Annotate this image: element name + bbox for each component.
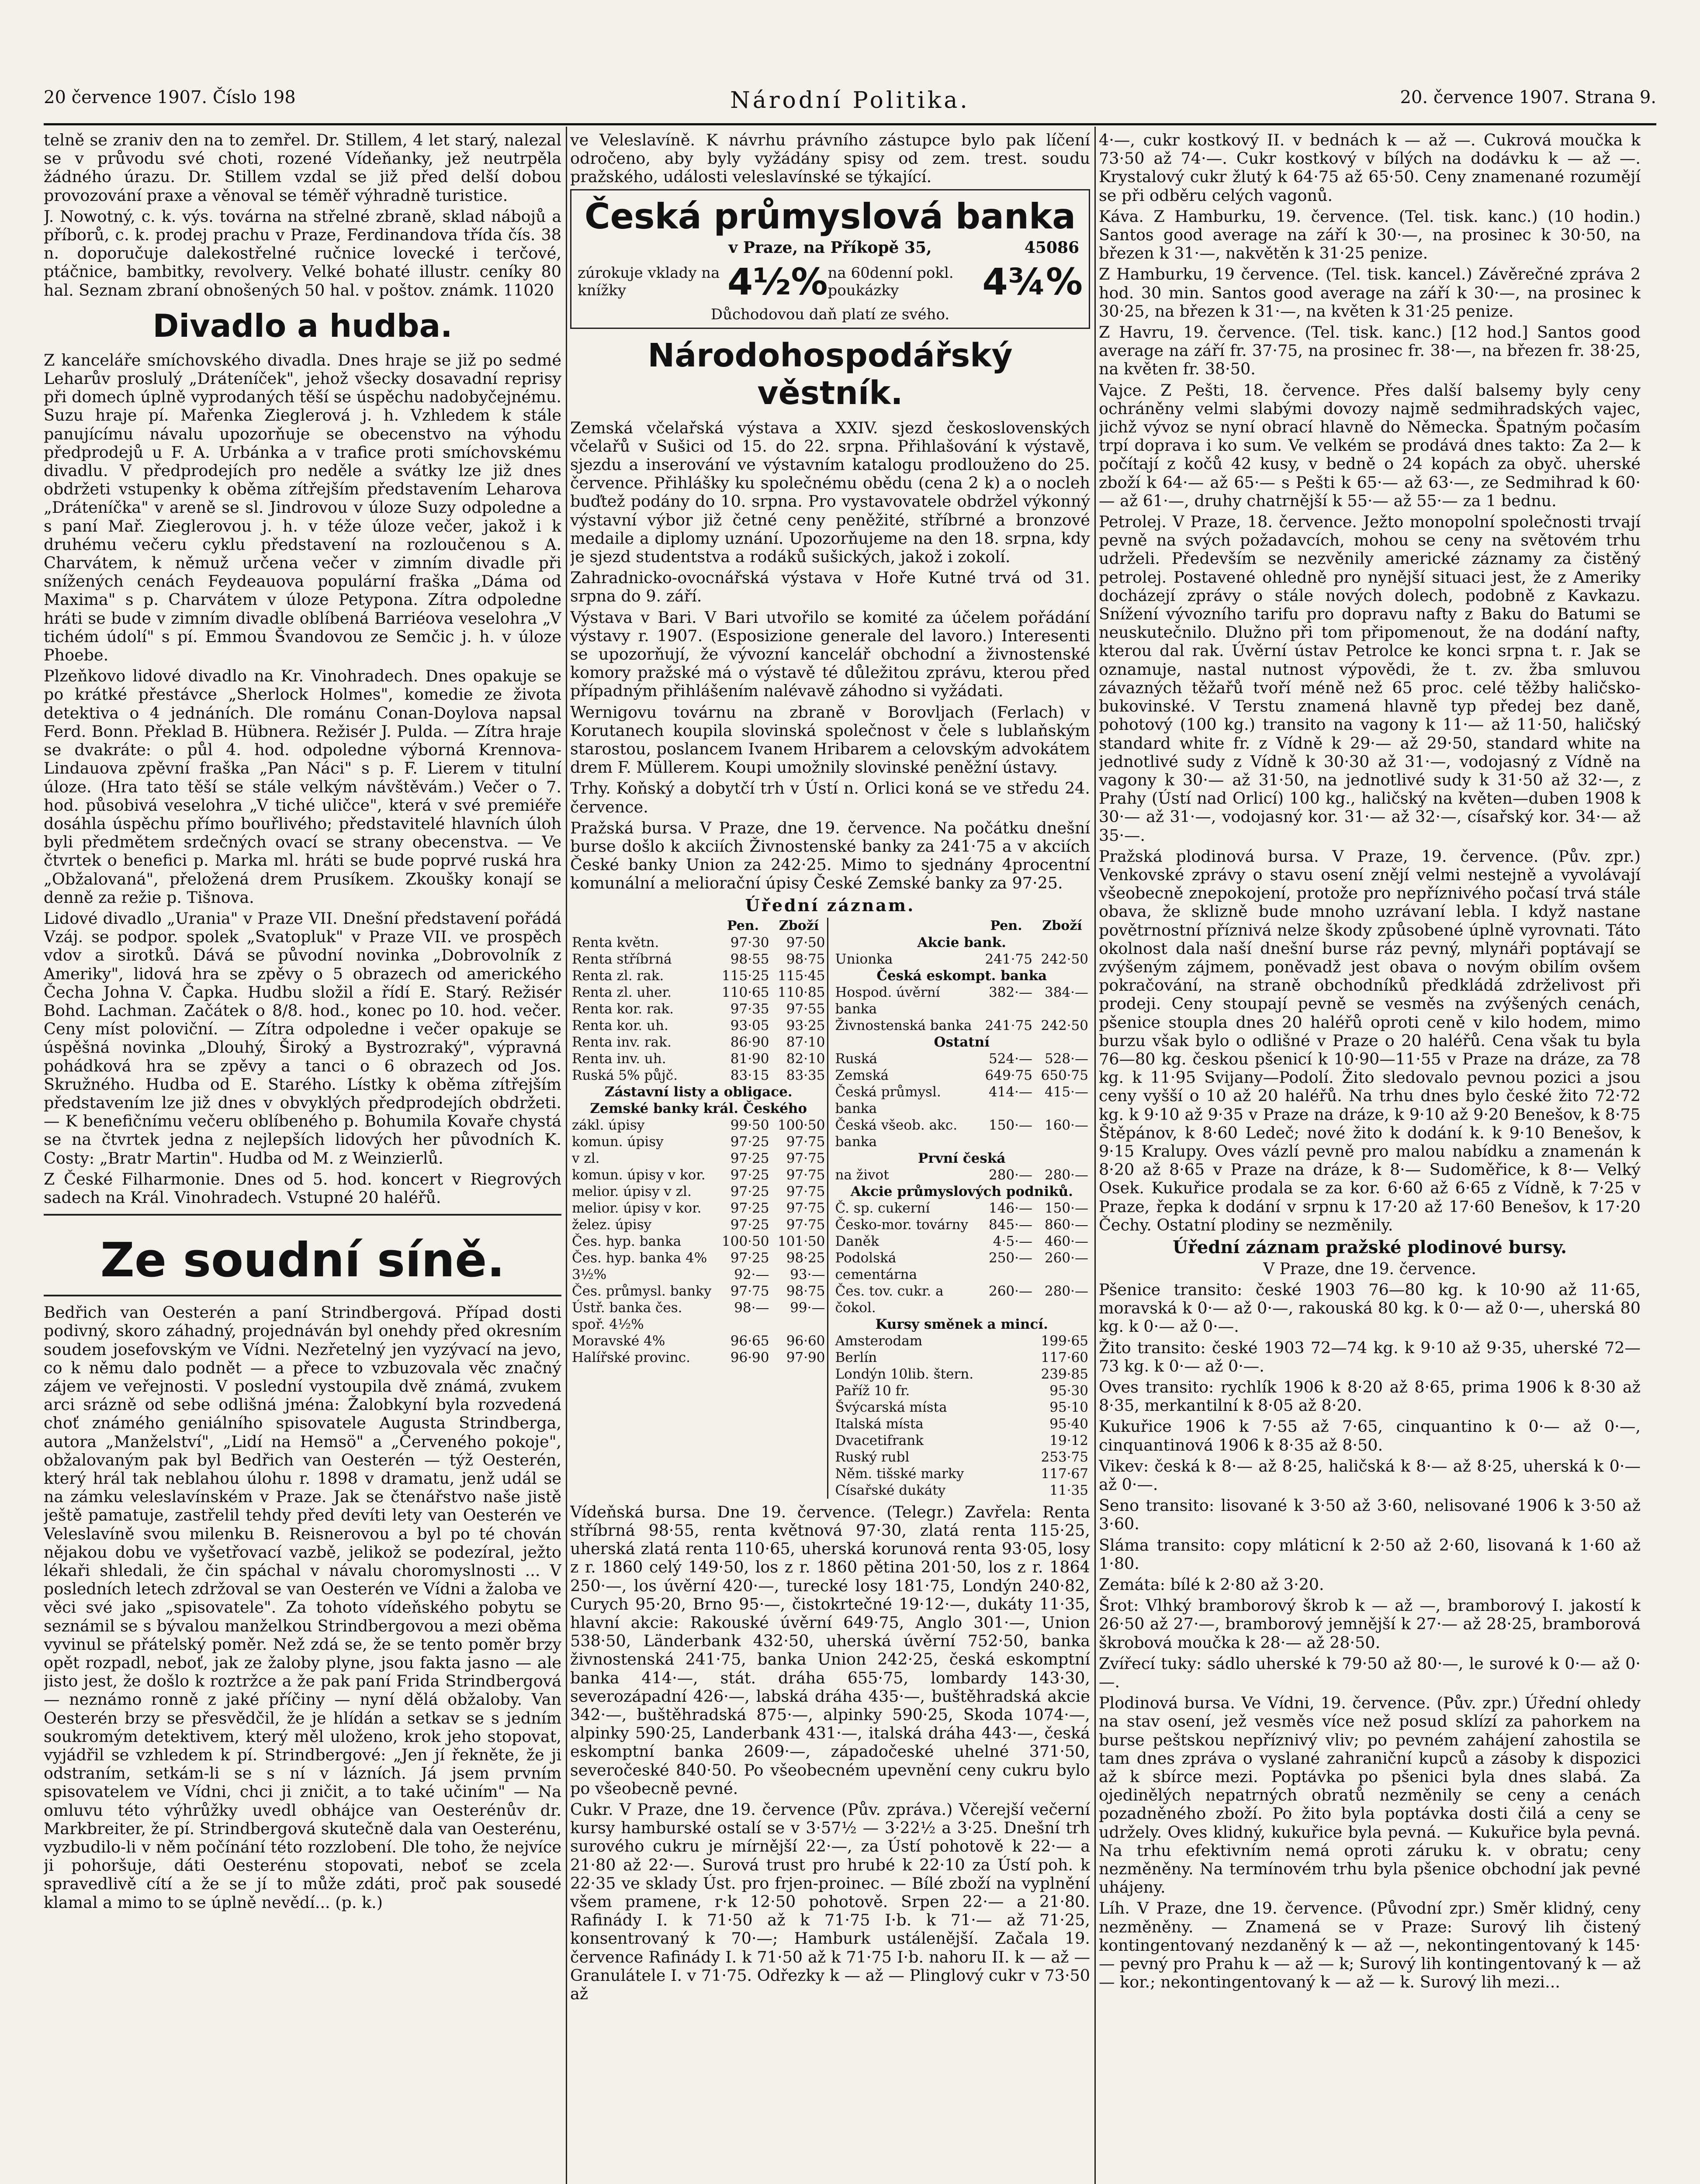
- table-value-cell: 97·30: [730, 934, 769, 950]
- table-label-cell: Česká průmysl. banka: [835, 1084, 941, 1116]
- article-paragraph: Z kanceláře smíchovského divadla. Dnes hraje se již po sedmé Leharův proslulý „Dráteníček", jehož všecky dosavadní reprisy při domech úplně vyprodaných těší se úspěchu nadobyčejnému. Suzu hraje pí. Mařenka Zieglerová j. h. Vzhledem k stále panujícímu návalu upozorňuje se obecenstvo na výhodu předprodejů u F. A. Urbánka a v trafice proti smíchovskému divadlu. V předprodejích pro neděle a svátky lze již dnes obdržeti vstupenky k oběma zítřejším představením Leharova „Dráteníčka" v areně se sl. Jindrovou v úloze Suzy odpoledne a s paní Mař. Zieglerovou j. h. v téže úloze večer, jakož i k druhému večeru cyklu představení na rozloučenou s A. Charvátem, k němuž určena večer v zimním divadle při snížených cenách Feydeauova populární fraška „Dáma od Maxima" s p. Charvátem v úloze Petypona. Zítra odpoledne hráti se bude v zimním divadle oblíbená Barriéova veselohra „V tichém údolí" s pí. Emmou Švandovou ze Semčic j. h. v úloze Phoebe.: [44, 350, 561, 665]
- table-row: [834, 934, 1091, 951]
- table-value-cell: 382·—: [988, 984, 1032, 1000]
- table-row: [570, 984, 827, 1001]
- table-label-cell: Ruská 5% půjč.: [572, 1067, 678, 1083]
- article-paragraph: Kukuřice 1906 k 7·55 až 7·65, cinquantino k 0·— až 0·—, cinquantinová 1906 k 8·35 až 8·50.: [1099, 1417, 1641, 1455]
- table-value-cell: 100·50: [722, 1233, 769, 1249]
- table-label-cell: Halířské provinc.: [572, 1349, 690, 1365]
- table-label-cell: Podolská cementárna: [835, 1250, 918, 1282]
- table-value-cell: 97·90: [786, 1349, 825, 1365]
- market-date: V Praze, dne 19. července.: [1263, 1260, 1476, 1278]
- table-value-cell: 97·35: [730, 1001, 769, 1017]
- table-value-cell: 98·25: [786, 1250, 825, 1266]
- table-row: [834, 1432, 1091, 1449]
- table-label-cell: Česká eskompt. banka: [876, 968, 1047, 984]
- column-2: [570, 131, 1090, 2006]
- voucher-label: na 60denní pokl. poukázky: [827, 264, 954, 299]
- table-value-cell: 260·—: [1044, 1250, 1088, 1266]
- table-label-cell: Daněk: [835, 1233, 879, 1249]
- bonds-table-wrap: [570, 918, 828, 1499]
- table-value-cell: 93·—: [790, 1266, 825, 1282]
- table-row: [570, 1333, 827, 1349]
- table-value-cell: 93·05: [730, 1017, 769, 1033]
- table-value-cell: 528·—: [1044, 1051, 1088, 1067]
- article-paragraph: Vajce. Z Pešti, 18. července. Přes další balsemy byly ceny ochráněny velmi slabými dovozy najmě sedmihradských vajec, jichž vývoz se nyní obrací hlavně do Německa. Špatným počasím trpí doprava i ko sum. Ve velkém se prodává dnes takto: Za 2— k počítají z kočů 42 kusy, v bedně o 24 kopách za obyč. uherské zboží k 64·— až 65·— s Pešti k 65·— až 63·—, ze Sedmihrad k 60·— až 61·—, druhy chatrnější k 55·— až 55·— za 1 bednu.: [1099, 380, 1641, 510]
- table-label-cell: Zemská: [835, 1067, 889, 1083]
- table-row: [834, 1366, 1091, 1382]
- table-value-cell: 280·—: [1044, 1167, 1088, 1183]
- voucher-rate: 4¾%: [982, 260, 1083, 303]
- table-row: [570, 1084, 827, 1100]
- table-row: [834, 1051, 1091, 1067]
- article-paragraph: Z Hamburku, 19 července. (Tel. tisk. kancel.) Závěrečné zpráva 2 hod. 30 min. Santos good average na září k 30·—, na prosinec k 30·25, na březen k 31·—, na květen k 31·25 penize.: [1099, 265, 1641, 321]
- table-header-cell: Pen.: [727, 918, 759, 933]
- table-row: [834, 1084, 1091, 1117]
- table-row: [570, 1067, 827, 1084]
- table-value-cell: 415·—: [1044, 1084, 1088, 1100]
- deposit-label: zúrokuje vklady na knížky: [578, 264, 720, 299]
- table-row: [570, 1017, 827, 1034]
- table-label-cell: Renta inv. uh.: [572, 1051, 666, 1067]
- deposit-rate: 4½%: [727, 260, 828, 303]
- table-value-cell: 95·30: [1049, 1382, 1088, 1399]
- table-label-cell: Paříž 10 fr.: [835, 1382, 910, 1399]
- table-value-cell: 280·—: [988, 1167, 1032, 1183]
- table-label-cell: Živnostenská banka: [835, 1017, 972, 1033]
- column-1: [44, 131, 561, 1914]
- table-value-cell: 92·—: [734, 1266, 769, 1282]
- column-3: [1099, 131, 1641, 1994]
- section-heading-court: Ze soudní síně.: [100, 1233, 505, 1288]
- table-label-cell: Hospod. úvěrní banka: [835, 984, 940, 1017]
- table-label-cell: Italská místa: [835, 1416, 924, 1432]
- table-label-cell: Renta květn.: [572, 934, 659, 950]
- table-value-cell: 117·60: [1041, 1349, 1088, 1365]
- exchange-report-heading: Úřední záznam.: [745, 895, 915, 915]
- table-value-cell: 241·75: [985, 1017, 1032, 1033]
- table-label-cell: Česká všeob. akc. banka: [835, 1117, 958, 1150]
- article-paragraph: Bedřich van Oesterén a paní Strindbergová. Případ dosti podivný, skoro záhadný, projednáván byl onehdy před okresním soudem josefovským ve Vídni. Nezřetelný jen vyzývací na jevo, co k němu dalo podnět — a přece to vzbuzovala věc značný zájem ve veřejnosti. V poslední vystoupila dvě známá, zvukem arci srázně od sebe odlišná jména: Žalobkyní byla rozvedená choť známého geniálního spisovatele Augusta Strindberga, autora „Manželství", „Lidí na Hemsö" a „Červeného pokoje", obžalovaným pak byl Bedřich van Oesterén — týž Oesterén, který hrál tak neblahou úlohu r. 1898 v dramatu, jenž udál se na zámku veleslavínském v Praze. Jak se čtenářstvo naše jistě ještě pamatuje, zastřelil tehdy před devíti lety van Oesterén ve Veleslavíně svou milenku B. Reisnerovou a byl po té chován nějakou dobu ve vyšetřovací vazbě, jelikož se podezíral, ježto lékaři shledali, že čin spáchal v návalu choromyslnosti ... V posledních letech zdržoval se van Oesterén ve Vídni a žaloba ve věci své jako „spisovatele". Za tohoto vídeňského pobytu se seznámil se s bývalou manželkou Strindbergovou a mezi oběma vyvinul se přátelský poměr. Než zdá se, že se tento poměr brzy opět rozpadl, neboť, jak ze žaloby plyne, jsou fakta jasno — ale jisto jest, že došlo k roztržce a že pak paní Frida Strindbergová — neznámo ronně z jaké příčiny — nyní dělá obžaloby. Van Oesterén brzy se přesvědčil, že je hlídán a setkav se s jedním soukromým detektivem, který měl uloženo, krok jeho stopovat, vyjádřil se vzhledem k pí. Strindbergové: „Jen jí řekněte, že ji odstraním, setkám-li se s ní v lázních. Já jsem prvním spisovatelem ve Vídni, chci ji zničit, a to také učiním" — Na omluvu této výhrůžky uvedl obhájce van Oesterénův dr. Markbreiter, že pí. Strindbergová skutečně dala van Oesterénu, vyzbudilo-li v něm počínání této rozzlobení. Dle toho, že nejvíce ji pohoršuje, dáti Oesterénu stopovati, neboť se zcela spravedlivě cítí a že se jí to může zdáti, proč pak sousedé klamal a mimo to se úplně nevědí... (p. k.): [44, 1303, 561, 1912]
- table-header-cell: [834, 918, 979, 934]
- table-row: [570, 1233, 827, 1250]
- table-value-cell: 19·12: [1049, 1432, 1088, 1448]
- table-header-cell: Pen.: [990, 918, 1022, 933]
- table-label-cell: Renta inv. rak.: [572, 1034, 672, 1050]
- table-value-cell: 97·50: [786, 934, 825, 950]
- table-row: [834, 1183, 1091, 1200]
- table-label-cell: zákl. úpisy: [572, 1117, 645, 1133]
- article-paragraph: Zahradnicko-ovocnářská výstava v Hoře Kutné trvá od 31. srpna do 9. září.: [570, 568, 1090, 606]
- table-label-cell: První česká: [918, 1150, 1006, 1166]
- table-row: [834, 1233, 1091, 1250]
- article-paragraph: Seno transito: lisované k 3·50 až 3·60, nelisované 1906 k 3·50 až 3·60.: [1099, 1496, 1641, 1534]
- table-row: [570, 1183, 827, 1200]
- table-label-cell: Císařské dukáty: [835, 1482, 946, 1498]
- table-label-cell: Berlín: [835, 1349, 877, 1365]
- table-value-cell: 101·50: [778, 1233, 825, 1249]
- table-value-cell: 98·75: [786, 951, 825, 967]
- table-label-cell: Švýcarská místa: [835, 1399, 947, 1415]
- table-value-cell: 83·35: [786, 1067, 825, 1083]
- table-row: [570, 1150, 827, 1167]
- table-label-cell: Akcie bank.: [917, 934, 1006, 950]
- table-value-cell: 117·67: [1041, 1465, 1088, 1482]
- table-value-cell: 110·65: [722, 984, 769, 1000]
- table-value-cell: [978, 1399, 1034, 1416]
- masthead-title: Národní Politika.: [730, 87, 970, 114]
- table-label-cell: Č. sp. cukerní: [835, 1200, 930, 1216]
- table-row: [834, 1216, 1091, 1233]
- table-row: [834, 1117, 1091, 1150]
- table-value-cell: 115·45: [778, 968, 825, 984]
- masthead: [44, 87, 1656, 118]
- table-label-cell: Ústř. banka čes. spoř. 4½%: [572, 1299, 682, 1332]
- masthead-right: 20. července 1907. Strana 9.: [1400, 87, 1656, 107]
- table-row: [570, 1250, 827, 1266]
- column-divider: [1094, 127, 1096, 2184]
- advertisement: J. Nowotný, c. k. výs. továrna na střelné zbraně, sklad nábojů a příborů, c. k. prodej prachu v Praze, Ferdinandova třída čís. 38 n. doporučuje dalekostřelné ručnice lovecké i terčové, ptáčnice, bambitky, revolvery. Velké bohaté illustr. ceníky 80 hal. Seznam zbraní obnošených 50 hal. v poštov. známk. 11020: [44, 207, 561, 300]
- table-value-cell: 100·50: [778, 1117, 825, 1133]
- table-row: [834, 1067, 1091, 1084]
- table-row: [570, 1299, 827, 1333]
- table-value-cell: 150·—: [1044, 1200, 1088, 1216]
- table-label-cell: Čes. průmysl. banky: [572, 1283, 712, 1299]
- ad-number: 45086: [1024, 238, 1079, 257]
- table-value-cell: [978, 1382, 1034, 1399]
- table-value-cell: 97·55: [786, 1001, 825, 1017]
- table-row: [570, 1117, 827, 1133]
- table-header-cell: [570, 918, 715, 934]
- table-value-cell: 280·—: [1044, 1283, 1088, 1299]
- table-label-cell: 3½%: [572, 1266, 607, 1282]
- column-divider: [566, 127, 567, 2184]
- table-value-cell: [978, 1416, 1034, 1432]
- table-value-cell: 97·75: [786, 1133, 825, 1150]
- table-row: [834, 1382, 1091, 1399]
- table-row: [834, 1482, 1091, 1499]
- table-row: [834, 1449, 1091, 1465]
- table-header-cell: Zboží: [779, 918, 819, 933]
- table-row: [834, 1283, 1091, 1316]
- table-label-cell: melior. úpisy v kor.: [572, 1200, 702, 1216]
- table-label-cell: Unionka: [835, 951, 893, 967]
- article-paragraph: Zemáta: bílé k 2·80 až 3·20.: [1099, 1575, 1324, 1594]
- table-value-cell: 98·—: [734, 1299, 769, 1316]
- table-row: [834, 1017, 1091, 1034]
- table-value-cell: 99·—: [790, 1299, 825, 1316]
- table-row: [834, 1250, 1091, 1283]
- table-label-cell: melior. úpisy v zl.: [572, 1183, 692, 1199]
- table-value-cell: [978, 1449, 1034, 1465]
- table-value-cell: 115·25: [722, 968, 769, 984]
- table-value-cell: 384·—: [1044, 984, 1088, 1000]
- article-paragraph: Z Havru, 19. července. (Tel. tisk. kanc.) [12 hod.] Santos good average na září fr. 37·75, na prosinec fr. 38·—, na březen fr. 38·25, na květen fr. 38·50.: [1099, 323, 1641, 379]
- table-value-cell: 97·75: [786, 1150, 825, 1166]
- article-paragraph: Zemská včelařská výstava a XXIV. sjezd československých včelařů v Sušici od 15. do 22. srpna. Přihlašování k výstavě, sjezdu a inserování ve výstavním katalogu prodlouženo do 25. července. Přihlášky ku společnému obědu (cena 2 k) a o nocleh buďtež podány do 10. srpna. Pro vystavovatele obdržel výkonný výstavní výbor již četné ceny peněžité, stříbrné a bronzové medaile a diplomy uznání. Upozorňujeme na den 18. srpna, kdy je sjezd studentstva a rodáků sušických, jakož i zokolí.: [570, 418, 1090, 567]
- article-paragraph: Pražská plodinová bursa. V Praze, 19. července. (Pův. zpr.) Venkovské zprávy o stavu osení znějí velmi nestejně a vyvolávají všeobecně znepokojení, protože pro nepříznivého počasí trvá stále obava, že sklizně bude mnoho uzrávaní lebla. I když nastane povětrnostní příznivá nelze škody způsobené úplně vyrovnati. Táto okolnost dala naší dnešní burse ráz pevný, mlynáři poptávají se zvýšeným zájmem, poněvadž jest obava o novým obilím ovšem pokračování, na straně obchodníků předkládá zdrželivost při prodeji. Ceny stoupají pevně se vesměs na zvýšených cenách, pšenice stoupla dnes 20 haléřů oproti ceně v kilo hodem, mimo burzu však bylo o odlišné v Praze o 20 haléřů. Cena však tu byla 76—80 kg. českou pšenicí k 10·90—11·55 v Praze na dráze, za 78 kg. k 11·95 Svijany—Podolí. Žito sledovalo pevnou pozici a jsou ceny vyšší o 10 až 20 haléřů. Na trhu dnes bylo české žito 72·72 kg. k 9·10 až 9·35 v Praze na dráze, k 9·10 až 9·20 Benešov, k 8·75 Štěpánov, k 8·60 Ledeč; nové žito k dodání k. k 9·10 Benešov, k 9·15 Kralupy. Oves vázlí pevně pro malou nabídku a znamenán k 8·20 až 8·65 v Praze na dráze, k 8·— Sudoměřice, k 8·— Velký Osek. Kukuřice prodala se za kor. 6·60 až 6·65 z Vídně, k 7·25 v Praze, řepka k dodání v srpnu k 17·20 až 17·60 Benešov, k 17·20 Čechy. Ostatní plodiny se nezměnily.: [1099, 847, 1641, 1234]
- bank-advertisement: [570, 189, 1090, 329]
- table-row: [834, 1399, 1091, 1416]
- article-paragraph: Líh. V Praze, dne 19. července. (Původní zpr.) Směr klidný, ceny nezměněny. — Znamená se v Praze: Surový lih čistený kontingentovaný nezdaněný k — až —, nekontingentovaný k 145·— pevný pro Prahu k — až — k; Surový lih kontingentovaný k — až — kor.; nekontingentovaný k — až — k. Surový lih mezi...: [1099, 1899, 1641, 1992]
- article-paragraph: Žito transito: české 1903 72—74 kg. k 9·10 až 9·35, uherské 72—73 kg. k 0·— až 0·—.: [1099, 1338, 1641, 1375]
- article-paragraph: Výstava v Bari. V Bari utvořilo se komité za účelem pořádání výstavy r. 1907. (Esposizione generale del lavoro.) Interesenti se upozorňují, že vývozní kancelář obchodní a živnostenské komory pražské má o výstavě té důležitou zprávu, kterou před případným přihlášením nalévavě záhodno si vyžádati.: [570, 608, 1090, 701]
- table-value-cell: 239·85: [1041, 1366, 1088, 1382]
- table-row: [570, 1051, 827, 1067]
- article-paragraph: Šrot: Vlhký bramborový škrob k — až —, bramborový I. jakostí k 26·50 až 27·—, bramborový jemnější k 27·— až 28·25, bramborová škrobová moučka k 28·— až 28·50.: [1099, 1596, 1641, 1652]
- bonds-table: [570, 918, 827, 1366]
- table-label-cell: na život: [835, 1167, 889, 1183]
- article-paragraph: Vikev: česká k 8·— až 8·25, haličská k 8·— až 8·25, uherská k 0·— až 0·—.: [1099, 1456, 1641, 1494]
- article-paragraph: Vídeňská bursa. Dne 19. července. (Telegr.) Zavřela: Renta stříbrná 98·55, renta květnová 97·30, zlatá renta 115·25, uherská zlatá renta 110·65, uherská korunová renta 93·05, losy z r. 1860 celý 149·50, los z r. 1860 pětina 201·50, los z r. 1864 250·—, los úvěrní 420·—, turecké losy 181·75, Londýn 240·82, Curych 95·20, Brno 95·—, čistokrtečné 19·12·—, dukáty 11·35, hlavní akcie: Rakouské úvěrní 649·75, Anglo 301·—, Union 538·50, Länderbank 432·50, uherská úvěrní 752·50, banka živnostenská 241·75, banka Union 242·25, česká eskomptní banka 414·—, stát. dráha 655·75, lombardy 143·30, severozápadní 426·—, labská dráha 435·—, buštěhradská akcie 342·—, buštěhradská 875·—, alpinky 590·25, Skoda 1074·—, alpinky 590·25, Landerbank 431·—, italská dráha 443·—, česká eskomptní banka 2609·—, západočeské uhelné 371·50, severočeské 840·50. Po všeobecném upevnění ceny cukru bylo po všeobecně pevné.: [570, 1502, 1090, 1798]
- table-label-cell: Něm. tišské marky: [835, 1465, 964, 1482]
- table-row: [570, 1283, 827, 1299]
- table-label-cell: Zástavní listy a obligace.: [604, 1084, 793, 1100]
- table-value-cell: 97·25: [730, 1200, 769, 1216]
- table-value-cell: [978, 1432, 1034, 1449]
- section-heading-theatre: Divadlo a hudba.: [152, 307, 453, 344]
- article-paragraph: Sláma transito: copy mláticní k 2·50 až 2·60, lisovaná k 1·60 až 1·80.: [1099, 1535, 1641, 1573]
- table-row: [570, 1266, 827, 1283]
- table-label-cell: Renta zl. uher.: [572, 984, 672, 1000]
- masthead-left: 20 července 1907. Číslo 198: [44, 87, 296, 107]
- table-row: [834, 1316, 1091, 1333]
- table-row: [834, 1465, 1091, 1482]
- table-row: [570, 951, 827, 968]
- table-row: [834, 951, 1091, 968]
- article-paragraph: Oves transito: rychlík 1906 k 8·20 až 8·65, prima 1906 k 8·30 až 8·35, merkantilní k 8·05 až 8·20.: [1099, 1378, 1641, 1415]
- table-row: [570, 1200, 827, 1216]
- article-paragraph: Wernigovu továrnu na zbraně v Borovljach (Ferlach) v Korutanech koupila slovinská společnost v čele s lublaňským starostou, poslancem Ivanem Hribarem a celovským advokátem drem F. Müllerem. Koupi umožnily slovinské peněžní ústavy.: [570, 702, 1090, 777]
- table-value-cell: 96·60: [786, 1333, 825, 1349]
- section-heading-economy: Národohospodářský věstník.: [647, 336, 1013, 412]
- table-value-cell: 97·75: [786, 1200, 825, 1216]
- table-value-cell: 81·90: [730, 1051, 769, 1067]
- table-label-cell: Renta kor. uh.: [572, 1017, 668, 1033]
- table-label-cell: v zl.: [572, 1150, 600, 1166]
- table-row: [834, 1200, 1091, 1216]
- table-value-cell: 253·75: [1041, 1449, 1088, 1465]
- article-paragraph: Cukr. V Praze, dne 19. července (Pův. zpráva.) Včerejší večerní kursy hamburské ostalí se v 3·57½ — 3·22½ a 3·25. Dnešní trh surového cukru je mírnější 22·—, za Ústí pohotově k 22·— a 21·80 až 22·—. Surová trust pro hrubé k 22·10 za Ústí poh. k 22·35 ve sklady Úst. pro frjen-proinec. — Bílé zboží na vyplnění všem pramene, r·k 12·50 pohotově. Srpen 22·— a 21·80. Rafinády I. k 71·50 až k 71·75 I·b. k 71·— až 71·25, konsentrovaný k 70·—; Hamburk ustálenější. Začala 19. července Rafinády I. k 71·50 až k 71·75 I·b. nahoru II. k — až — Granulátele I. v 71·75. Odřezky k — až — Plinglový cukr v 73·50 až: [570, 1800, 1090, 2003]
- table-value-cell: 242·50: [1041, 951, 1088, 967]
- table-value-cell: 86·90: [730, 1034, 769, 1050]
- article-paragraph: Plodinová bursa. Ve Vídni, 19. července. (Pův. zpr.) Úřední ohledy na stav osení, jež vesměs více než posud sklízí za pahorkem na burse peštskou nepříznivý vliv; po pevném zahájení zahostila se tam dnes zpráva o vyslané zahraniční kupců a zásoby k dispozici až k sbírce mezi. Poptávka po pšenici byla dnes slabá. Za ojedinělých nepatrných obratů nezměnily se ceny a cenách pozadněného zboží. Po žito byla poptávka dosti čilá a ceny se udržely. Oves klidný, kukuřice byla pevná. — Kukuřice byla pevná. Na trhu efektivním nemá oproti záruku k. v obratu; ceny nezměněny. Na termínovém trhu byla pšenice obchodní jak pevné uhájeny.: [1099, 1693, 1641, 1897]
- table-label-cell: želez. úpisy: [572, 1216, 652, 1233]
- table-value-cell: 97·25: [730, 1250, 769, 1266]
- table-label-cell: Renta kor. rak.: [572, 1001, 674, 1017]
- table-label-cell: Čes. hyp. banka: [572, 1233, 682, 1249]
- article-paragraph: Pšenice transito: české 1903 76—80 kg. k 10·90 až 11·65, moravská k 0·— až 0·—, rakouská 80 kg. k 0·— až 0·—, uherská 80 kg. k 0·— až 0·—.: [1099, 1280, 1641, 1336]
- table-value-cell: 650·75: [1041, 1067, 1088, 1083]
- table-label-cell: komun. úpisy v kor.: [572, 1167, 706, 1183]
- exchange-tables: [570, 918, 1090, 1499]
- table-label-cell: Ruský rubl: [835, 1449, 910, 1465]
- shares-table: [834, 918, 1091, 1499]
- table-row: [570, 1349, 827, 1366]
- table-value-cell: 860·—: [1044, 1216, 1088, 1233]
- divider: [44, 1214, 561, 1216]
- table-value-cell: 97·25: [730, 1183, 769, 1199]
- table-row: [834, 1150, 1091, 1167]
- table-value-cell: 649·75: [985, 1067, 1032, 1083]
- table-value-cell: [978, 1333, 1034, 1349]
- table-value-cell: 95·10: [1049, 1399, 1088, 1415]
- table-value-cell: 242·50: [1041, 1017, 1088, 1033]
- article-paragraph: 4·—, cukr kostkový II. v bednách k — až —. Cukrová moučka k 73·50 až 74·—. Cukr kostkový v bílých na dodávku k — až —. Krystalový cukr žlutý k 64·75 až 65·50. Ceny znamenané rozumějí se při odběru celých vagonů.: [1099, 131, 1641, 205]
- table-value-cell: 199·65: [1041, 1333, 1088, 1349]
- table-value-cell: 524·—: [988, 1051, 1032, 1067]
- article-paragraph: Pražská bursa. V Praze, dne 19. července. Na počátku dnešní burse došlo k akciích Živnostenské banky za 241·75 a v akciích České banky Union za 242·25. Mimo to sjednány 4procentní komunální a meliorační úpisy České Zemské banky za 97·25.: [570, 818, 1090, 893]
- table-row: [570, 968, 827, 984]
- bank-address-text: v Praze, na Příkopě 35,: [728, 238, 932, 257]
- table-row: [834, 1167, 1091, 1183]
- table-label-cell: Čes. tov. cukr. a čokol.: [835, 1283, 944, 1316]
- table-value-cell: 83·15: [730, 1067, 769, 1083]
- table-header-cell: Zboží: [1042, 918, 1082, 933]
- article-paragraph: Trhy. Koňský a dobytčí trh v Ústí n. Orlici koná se ve středu 24. července.: [570, 779, 1090, 816]
- article-paragraph: telně se zraniv den na to zemřel. Dr. Stillem, 4 let starý, nalezal se v průvodu své choti, rozené Vídeňanky, jež neutrpěla žádného úrazu. Dr. Stillem vzdal se již před delší dobou provozování praxe a věnoval se téměř výhradně turistice.: [44, 131, 561, 205]
- section-heading-market: Úřední záznam pražské plodinové bursy.: [1172, 1237, 1567, 1258]
- table-value-cell: 97·25: [730, 1167, 769, 1183]
- table-label-cell: Londýn 10lib. štern.: [835, 1366, 974, 1382]
- table-value-cell: 97·25: [730, 1133, 769, 1150]
- table-row: [834, 1333, 1091, 1349]
- table-label-cell: Ruská: [835, 1051, 877, 1067]
- table-row: [834, 968, 1091, 984]
- table-row: [570, 1133, 827, 1150]
- article-paragraph: Káva. Z Hamburku, 19. července. (Tel. tisk. kanc.) (10 hodin.) Santos good average na září k 30·—, na prosinec k 30·50, na březen k 31·—, nakvětěn k 31·25 penize.: [1099, 207, 1641, 263]
- table-value-cell: 97·25: [730, 1216, 769, 1233]
- table-label-cell: Amsterodam: [835, 1333, 923, 1349]
- table-value-cell: 150·—: [988, 1117, 1032, 1133]
- table-value-cell: 97·75: [730, 1283, 769, 1299]
- bank-address: [578, 238, 1083, 257]
- table-value-cell: 460·—: [1044, 1233, 1088, 1249]
- table-value-cell: 160·—: [1044, 1117, 1088, 1133]
- table-value-cell: 97·75: [786, 1167, 825, 1183]
- bank-name: Česká průmyslová banka: [584, 196, 1076, 237]
- table-label-cell: Renta zl. rak.: [572, 968, 664, 984]
- table-row: [570, 1216, 827, 1233]
- masthead-rule: [44, 123, 1656, 125]
- table-value-cell: 4·5·—: [993, 1233, 1032, 1249]
- table-row: [834, 984, 1091, 1017]
- table-row: [570, 1001, 827, 1017]
- table-value-cell: 414·—: [988, 1084, 1032, 1100]
- table-label-cell: Akcie průmyslových podniků.: [850, 1183, 1073, 1199]
- article-paragraph: Plzeňkovo lidové divadlo na Kr. Vinohradech. Dnes opakuje se po krátké přestávce „Sherlock Holmes", komedie ze života detektiva o 4 jednáních. Dle románu Conan-Doylova napsal Ferd. Bonn. Překlad B. Hübnera. Režisér J. Pulda. — Zítra hraje se dvakráte: o půl 4. hod. odpoledne výborná Krennova-Lindauova zpěvní fraška „Pan Náci" s p. F. Lierem v titulní úloze. (Hra tato těší se stále velkým návštěvám.) Večer o 7. hod. působivá veselohra „V tiché uličce", která v své premiéře dosáhla úspěchu přímo bouřlivého; představitelé hlavních úloh byli předmětem srdečných ovací se strany obecenstva. — Ve čtvrtek o benefici p. Marka ml. hráti se bude poprvé ruská hra „Obžalovaná", přeložená drem Prusíkem. Zkoušky konají se denně za režie p. Tišnova.: [44, 667, 561, 907]
- article-paragraph: ve Veleslavíně. K návrhu právního zástupce bylo pak líčení odročeno, aby byly vyžádány spisy od zem. trest. soudu pražského, události veleslavínské se týkající.: [570, 131, 1090, 187]
- bank-footnote: Důchodovou daň platí ze svého.: [710, 305, 950, 323]
- table-label-cell: Kursy směnek a mincí.: [875, 1316, 1048, 1332]
- table-value-cell: 146·—: [988, 1200, 1032, 1216]
- table-value-cell: [978, 1366, 1034, 1382]
- table-value-cell: 97·25: [730, 1150, 769, 1166]
- table-label-cell: Česko-mor. továrny: [835, 1216, 968, 1233]
- table-value-cell: 250·—: [988, 1250, 1032, 1266]
- table-value-cell: 93·25: [786, 1017, 825, 1033]
- table-value-cell: 11·35: [1049, 1482, 1088, 1498]
- table-row: [570, 1100, 827, 1117]
- table-value-cell: 110·85: [778, 984, 825, 1000]
- shares-table-wrap: [834, 918, 1091, 1499]
- table-value-cell: 98·75: [786, 1283, 825, 1299]
- table-row: [570, 934, 827, 951]
- table-value-cell: 95·40: [1049, 1416, 1088, 1432]
- table-label-cell: komun. úpisy: [572, 1133, 664, 1150]
- table-row: [834, 1034, 1091, 1051]
- table-value-cell: [978, 1465, 1034, 1482]
- table-label-cell: Zemské banky král. Českého: [590, 1100, 807, 1116]
- table-label-cell: Renta stříbrná: [572, 951, 672, 967]
- article-paragraph: Lidové divadlo „Urania" v Praze VII. Dnešní představení pořádá Vzáj. se podpor. spolek „Svatopluk" v Praze VII. ve prospěch vdov a sirotků. Dává se původní novinka „Dobrovolník z Ameriky", lidová hra se zpěvy o 5 obrazech od amerického Čecha Johna V. Čapka. Hudbu složil a řídí E. Starý. Režisér Bohd. Lachman. Začátek o 8/8. hod., konec po 10. hod. večer. Ceny míst poloviční. — Zítra odpoledne i večer opakuje se úspěšná novinka „Dlouhý, Široký a Bystrozraký", výpravná pohádková hra se zpěvy a tanci o 6 obrazech od Jos. Skružného. Hudba od E. Starého. Lístky k oběma zítřejším představením lze již dnes v obvyklých předprodejích obdržeti. — K benefičnímu večeru oblíbeného p. Bohumila Kovaře chystá se na čtvrtek jedna z nejlepších lidových her původních K. Costy: „Bratr Martin". Hudba od M. z Weinzierlů.: [44, 909, 561, 1168]
- table-value-cell: 96·65: [730, 1333, 769, 1349]
- table-label-cell: Čes. hyp. banka 4%: [572, 1250, 707, 1266]
- table-value-cell: 96·90: [730, 1349, 769, 1365]
- table-label-cell: Moravské 4%: [572, 1333, 665, 1349]
- table-label-cell: Ostatní: [934, 1034, 990, 1050]
- table-value-cell: 97·75: [786, 1216, 825, 1233]
- table-value-cell: [978, 1349, 1034, 1366]
- divider: [44, 1295, 561, 1296]
- table-value-cell: 98·55: [730, 951, 769, 967]
- table-value-cell: 845·—: [988, 1216, 1032, 1233]
- table-row: [570, 1167, 827, 1183]
- table-value-cell: 87·10: [786, 1034, 825, 1050]
- table-row: [834, 1349, 1091, 1366]
- article-paragraph: Petrolej. V Praze, 18. července. Ježto monopolní společnosti trvají pevně na svých požadavcích, mohou se ceny na světovém trhu udrželi. Především se nezvěnily americké záznamy za čistěný petrolej. Postavené ohledně pro nynější situaci jest, že z Ameriky docházejí zprávy o stále nových dolech, podobně z Kavkazu. Snížení vývozního tarifu pro dopravu nafty z Baku do Batumi se neuskutečnilo. Dlužno při tom připomenout, že na dodání nafty, kterou dal rak. Úvěrní ústav Petrolce ke konci srpna t. r. Jak se oznamuje, nastal nutnost výpovědi, že t. zv. žba smluvou závazných těžařů tvoří méně než 65 proc. celé těžby haličsko-bukovinské. V Terstu znamená hlavně typ předej bez daně, pohotový (100 kg.) transito na vagony k 11·— až 11·50, haličský standard white fr. z Vídně k 29·— až 29·50, standard white na jednotlivé sudy z Vídně k 30·30 až 31·—, vodojasný z Vídně na vagony k 30·— až 31·50, na jednotlivé sudy k 31·50 až 32·—, z Prahy (Ústí nad Orlicí) 100 kg., haličský na květen—duben 1908 k 30·— až 31·—, vodojasný kor. 31·— až 32·—, císařský kor. 34·— až 35·—.: [1099, 512, 1641, 845]
- table-label-cell: Dvacetifrank: [835, 1432, 924, 1448]
- article-paragraph: Zvířecí tuky: sádlo uherské k 79·50 až 80·—, le surové k 0·— až 0·—.: [1099, 1654, 1641, 1692]
- table-row: [570, 1034, 827, 1051]
- article-paragraph: Z České Filharmonie. Dnes od 5. hod. koncert v Riegrových sadech na Král. Vinohradech. Vstupné 20 haléřů.: [44, 1169, 561, 1207]
- table-row: [834, 1416, 1091, 1432]
- table-value-cell: 260·—: [988, 1283, 1032, 1299]
- table-value-cell: 99·50: [730, 1117, 769, 1133]
- table-value-cell: 241·75: [985, 951, 1032, 967]
- table-value-cell: 82·10: [786, 1051, 825, 1067]
- table-value-cell: [978, 1482, 1034, 1499]
- table-value-cell: 97·75: [786, 1183, 825, 1199]
- bank-rates: [578, 260, 1083, 303]
